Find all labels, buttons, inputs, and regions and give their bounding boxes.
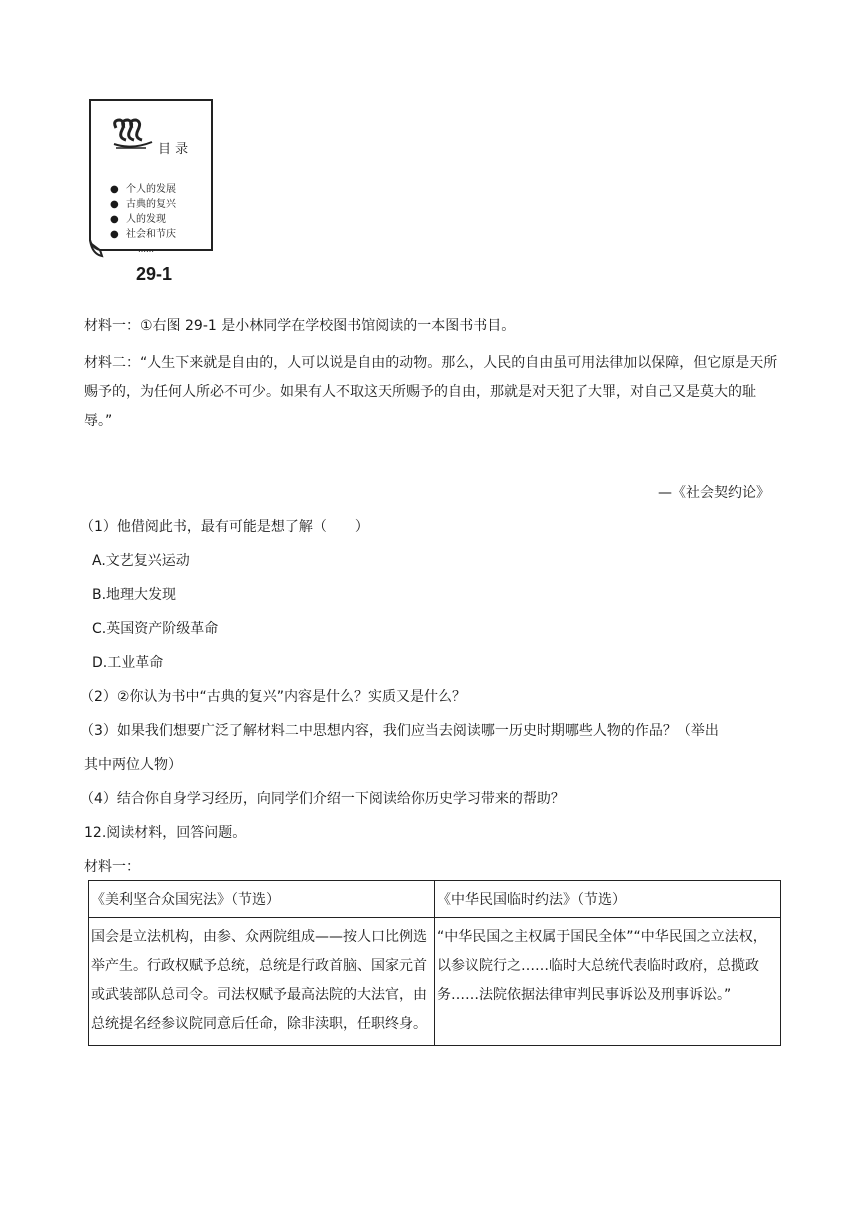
contents-heading: 目 录	[158, 142, 189, 157]
table-header: 《美利坚合众国宪法》（节选）	[89, 881, 435, 918]
figure-caption: 29-1	[136, 264, 173, 284]
book-contents-figure	[86, 98, 214, 288]
question-3-continued: 其中两位人物）	[84, 757, 182, 773]
contents-item: ● 人的发现	[110, 214, 166, 225]
contents-item: ● 个人的发展	[110, 184, 176, 195]
question-3: （3）如果我们想要广泛了解材料二中思想内容，我们应当去阅读哪一历史时期哪些人物的作品？（举出	[80, 723, 719, 739]
table-header: 《中华民国临时约法》（节选）	[435, 881, 781, 918]
material-two-source: —《社会契约论》	[658, 485, 770, 501]
option-c: C.英国资产阶级革命	[92, 621, 219, 637]
table-cell: “中华民国之主权属于国民全体”“中华民国之立法权，以参议院行之……临时大总统代表临时政府，总揽政务……法院依据法律审判民事诉讼及刑事诉讼。”	[435, 918, 781, 1046]
contents-ellipsis: ……	[138, 245, 154, 254]
material-label: 材料一：	[84, 859, 140, 875]
question-1: （1）他借阅此书，最有可能是想了解（ ）	[80, 519, 369, 535]
material-one: 材料一：①右图 29-1 是小林同学在学校图书馆阅读的一本图书书目。	[84, 318, 516, 334]
option-d: D.工业革命	[92, 655, 164, 671]
table-row	[89, 918, 781, 1046]
comparison-table	[88, 880, 781, 1046]
option-b: B.地理大发现	[92, 587, 177, 603]
contents-item: ● 古典的复兴	[110, 199, 176, 210]
table-header-row	[89, 881, 781, 918]
contents-item: ● 社会和节庆	[110, 229, 176, 240]
table-cell: 国会是立法机构，由参、众两院组成——按人口比例选举产生。行政权赋予总统，总统是行政首脑、国家元首或武装部队总司令。司法权赋予最高法院的大法官，由总统提名经参议院同意后任命，除非渎职，任职终身。	[89, 918, 435, 1046]
option-a: A.文艺复兴运动	[92, 553, 190, 569]
contents-list	[110, 182, 176, 257]
material-two: 材料二：“人生下来就是自由的，人可以说是自由的动物。那么，人民的自由虽可用法律加以保障，但它原是天所赐予的，为任何人所必不可少。如果有人不取这天所赐予的自由，那就是对天犯了大罪，对自己又是莫大的耻辱。”	[84, 355, 778, 429]
question-4: （4）结合你自身学习经历，向同学们介绍一下阅读给你历史学习带来的帮助？	[80, 791, 565, 807]
question-12: 12.阅读材料，回答问题。	[84, 825, 247, 841]
question-2: （2）②你认为书中“古典的复兴”内容是什么？实质又是什么？	[80, 689, 466, 705]
